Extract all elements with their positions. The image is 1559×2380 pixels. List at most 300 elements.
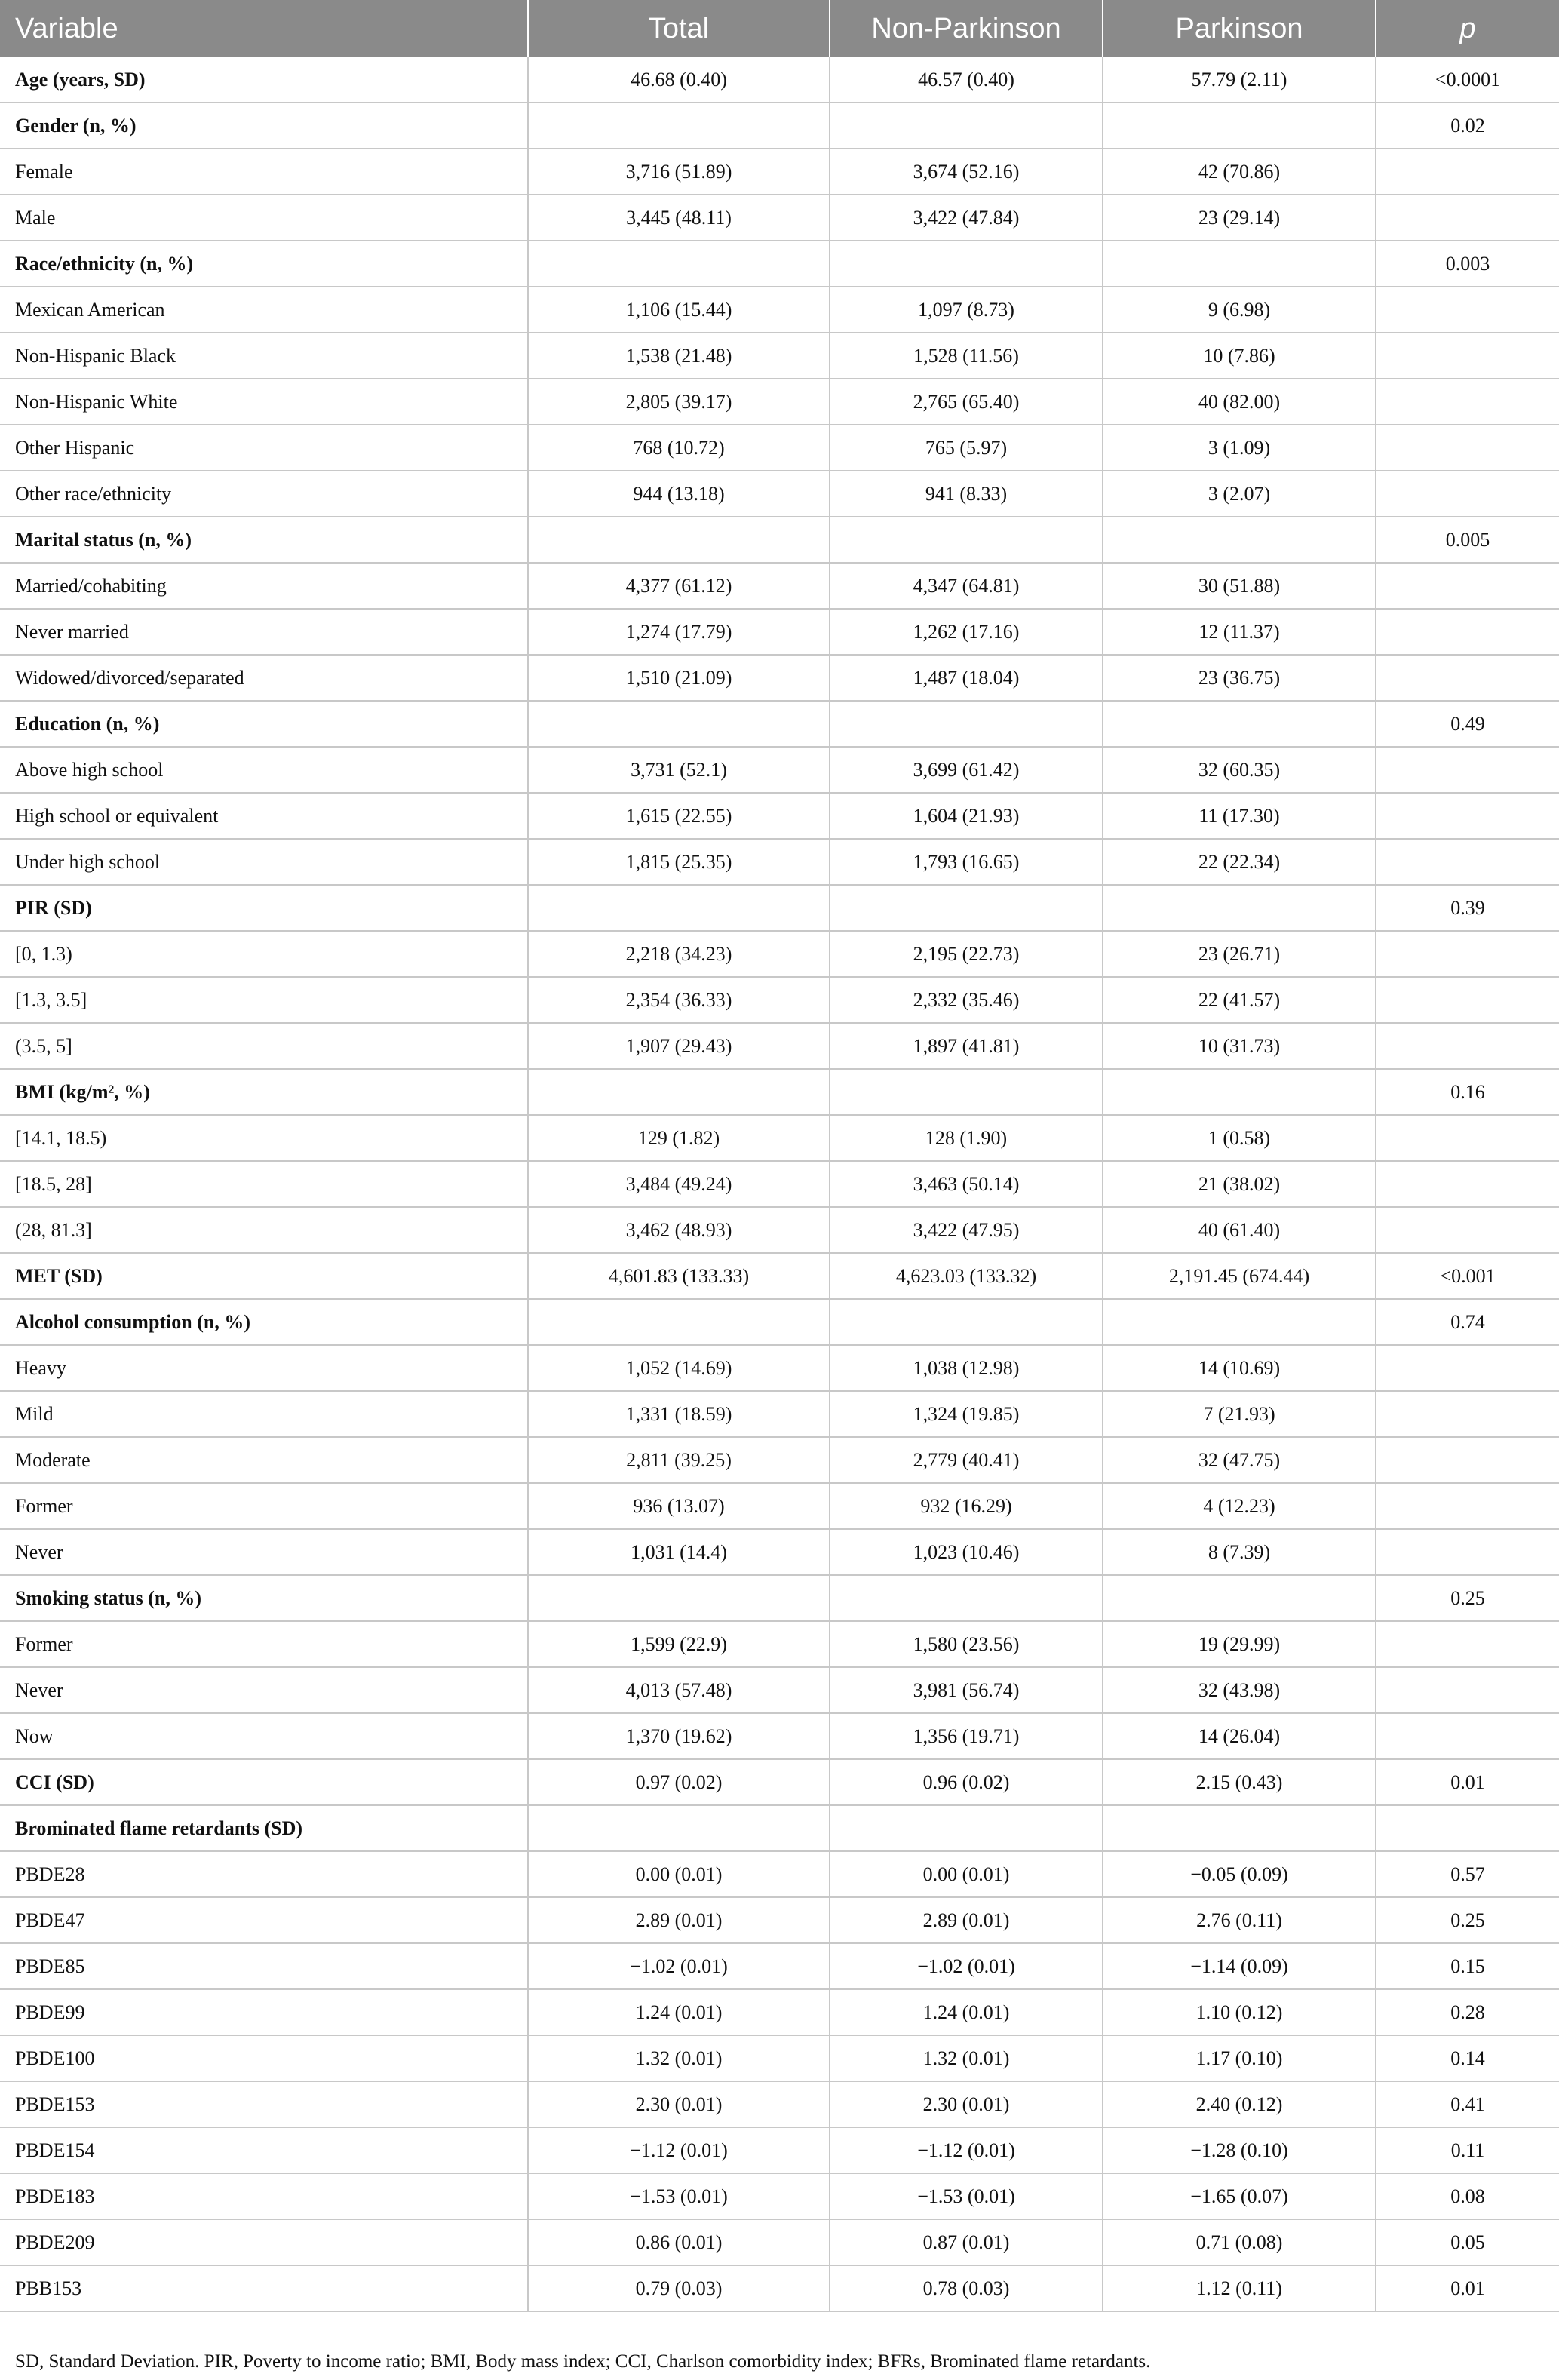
cell-non-parkinson: 3,699 (61.42) <box>830 747 1103 793</box>
table-row <box>0 2219 1559 2265</box>
cell-variable: Age (years, SD) <box>0 57 528 103</box>
cell-total: 0.86 (0.01) <box>528 2219 830 2265</box>
cell-p-value <box>1376 563 1559 609</box>
cell-variable: Race/ethnicity (n, %) <box>0 241 528 287</box>
cell-variable: [0, 1.3) <box>0 931 528 977</box>
cell-parkinson: 2.40 (0.12) <box>1103 2081 1376 2127</box>
cell-p-value: 0.08 <box>1376 2173 1559 2219</box>
cell-parkinson: 1 (0.58) <box>1103 1115 1376 1161</box>
cell-variable: Education (n, %) <box>0 701 528 747</box>
cell-p-value <box>1376 1345 1559 1391</box>
table-row <box>0 379 1559 425</box>
cell-parkinson: 3 (1.09) <box>1103 425 1376 471</box>
section-row <box>0 241 1559 287</box>
header-parkinson: Parkinson <box>1103 0 1376 57</box>
cell-total: 1,510 (21.09) <box>528 655 830 701</box>
table-row <box>0 747 1559 793</box>
cell-total: 4,013 (57.48) <box>528 1667 830 1713</box>
cell-parkinson: 10 (7.86) <box>1103 333 1376 379</box>
cell-parkinson: 8 (7.39) <box>1103 1529 1376 1575</box>
cell-non-parkinson: 3,463 (50.14) <box>830 1161 1103 1207</box>
table-row <box>0 1391 1559 1437</box>
cell-total: 1,907 (29.43) <box>528 1023 830 1069</box>
cell-variable: PBDE85 <box>0 1943 528 1989</box>
cell-total: 0.79 (0.03) <box>528 2265 830 2311</box>
cell-p-value: 0.02 <box>1376 103 1559 149</box>
cell-variable: PBDE154 <box>0 2127 528 2173</box>
cell-p-value <box>1376 1023 1559 1069</box>
cell-p-value: 0.49 <box>1376 701 1559 747</box>
cell-p-value <box>1376 609 1559 655</box>
cell-non-parkinson: 1,487 (18.04) <box>830 655 1103 701</box>
header-non-parkinson: Non-Parkinson <box>830 0 1103 57</box>
cell-p-value: 0.57 <box>1376 1851 1559 1897</box>
cell-total: −1.12 (0.01) <box>528 2127 830 2173</box>
cell-parkinson <box>1103 1069 1376 1115</box>
cell-non-parkinson: 0.00 (0.01) <box>830 1851 1103 1897</box>
cell-parkinson: 40 (82.00) <box>1103 379 1376 425</box>
cell-variable: Non-Hispanic White <box>0 379 528 425</box>
cell-parkinson: 23 (29.14) <box>1103 195 1376 241</box>
cell-p-value <box>1376 1207 1559 1253</box>
cell-p-value <box>1376 1437 1559 1483</box>
table-row <box>0 1667 1559 1713</box>
cell-non-parkinson: 932 (16.29) <box>830 1483 1103 1529</box>
cell-non-parkinson: 1,023 (10.46) <box>830 1529 1103 1575</box>
cell-parkinson <box>1103 1299 1376 1345</box>
cell-p-value: 0.05 <box>1376 2219 1559 2265</box>
cell-variable: Married/cohabiting <box>0 563 528 609</box>
cell-variable: Male <box>0 195 528 241</box>
cell-parkinson: −0.05 (0.09) <box>1103 1851 1376 1897</box>
cell-total: 1,106 (15.44) <box>528 287 830 333</box>
cell-variable: BMI (kg/m², %) <box>0 1069 528 1115</box>
cell-p-value: <0.0001 <box>1376 57 1559 103</box>
cell-parkinson: 0.71 (0.08) <box>1103 2219 1376 2265</box>
cell-parkinson: 1.10 (0.12) <box>1103 1989 1376 2035</box>
cell-total: 936 (13.07) <box>528 1483 830 1529</box>
table-row <box>0 839 1559 885</box>
cell-parkinson: 21 (38.02) <box>1103 1161 1376 1207</box>
cell-total: 768 (10.72) <box>528 425 830 471</box>
cell-total: 1,274 (17.79) <box>528 609 830 655</box>
cell-variable: CCI (SD) <box>0 1759 528 1805</box>
cell-parkinson: −1.14 (0.09) <box>1103 1943 1376 1989</box>
table-row <box>0 1943 1559 1989</box>
cell-non-parkinson: 1,897 (41.81) <box>830 1023 1103 1069</box>
cell-total: 3,445 (48.11) <box>528 195 830 241</box>
cell-p-value <box>1376 1115 1559 1161</box>
section-row <box>0 1575 1559 1621</box>
cell-non-parkinson <box>830 701 1103 747</box>
cell-total: −1.53 (0.01) <box>528 2173 830 2219</box>
cell-parkinson: 1.12 (0.11) <box>1103 2265 1376 2311</box>
cell-variable: PBDE28 <box>0 1851 528 1897</box>
cell-parkinson: 14 (10.69) <box>1103 1345 1376 1391</box>
cell-non-parkinson <box>830 103 1103 149</box>
cell-parkinson: 1.17 (0.10) <box>1103 2035 1376 2081</box>
cell-non-parkinson: −1.12 (0.01) <box>830 2127 1103 2173</box>
cell-parkinson: 22 (22.34) <box>1103 839 1376 885</box>
table-row <box>0 1161 1559 1207</box>
header-row <box>0 0 1559 57</box>
cell-non-parkinson: 0.78 (0.03) <box>830 2265 1103 2311</box>
table-row <box>0 425 1559 471</box>
cell-total: 2.89 (0.01) <box>528 1897 830 1943</box>
cell-parkinson: −1.65 (0.07) <box>1103 2173 1376 2219</box>
cell-non-parkinson: 941 (8.33) <box>830 471 1103 517</box>
cell-total: −1.02 (0.01) <box>528 1943 830 1989</box>
cell-variable: Gender (n, %) <box>0 103 528 149</box>
cell-parkinson: 11 (17.30) <box>1103 793 1376 839</box>
cell-p-value <box>1376 1391 1559 1437</box>
cell-variable: Female <box>0 149 528 195</box>
cell-variable: High school or equivalent <box>0 793 528 839</box>
cell-p-value: 0.25 <box>1376 1897 1559 1943</box>
cell-variable: Smoking status (n, %) <box>0 1575 528 1621</box>
cell-non-parkinson <box>830 517 1103 563</box>
cell-non-parkinson: 765 (5.97) <box>830 425 1103 471</box>
cell-variable: [14.1, 18.5) <box>0 1115 528 1161</box>
cell-total: 1,615 (22.55) <box>528 793 830 839</box>
cell-non-parkinson: 1.32 (0.01) <box>830 2035 1103 2081</box>
cell-total: 3,716 (51.89) <box>528 149 830 195</box>
cell-p-value: 0.005 <box>1376 517 1559 563</box>
cell-non-parkinson <box>830 1069 1103 1115</box>
cell-total <box>528 103 830 149</box>
cell-total <box>528 885 830 931</box>
cell-total: 4,601.83 (133.33) <box>528 1253 830 1299</box>
section-row <box>0 1069 1559 1115</box>
cell-total <box>528 1299 830 1345</box>
header-variable: Variable <box>0 0 528 57</box>
cell-parkinson: 14 (26.04) <box>1103 1713 1376 1759</box>
cell-parkinson: 23 (36.75) <box>1103 655 1376 701</box>
cell-p-value: 0.25 <box>1376 1575 1559 1621</box>
section-row <box>0 103 1559 149</box>
cell-variable: Mexican American <box>0 287 528 333</box>
table-row <box>0 2127 1559 2173</box>
cell-p-value <box>1376 931 1559 977</box>
cell-parkinson: 19 (29.99) <box>1103 1621 1376 1667</box>
cell-non-parkinson: 1,604 (21.93) <box>830 793 1103 839</box>
cell-total: 2,354 (36.33) <box>528 977 830 1023</box>
cell-variable: Former <box>0 1483 528 1529</box>
cell-variable: Now <box>0 1713 528 1759</box>
cell-total <box>528 241 830 287</box>
cell-parkinson <box>1103 701 1376 747</box>
cell-total: 4,377 (61.12) <box>528 563 830 609</box>
cell-non-parkinson: 1,038 (12.98) <box>830 1345 1103 1391</box>
cell-p-value <box>1376 1713 1559 1759</box>
cell-total: 3,462 (48.93) <box>528 1207 830 1253</box>
cell-parkinson <box>1103 1805 1376 1851</box>
cell-non-parkinson: 0.87 (0.01) <box>830 2219 1103 2265</box>
cell-non-parkinson <box>830 241 1103 287</box>
cell-variable: PBDE47 <box>0 1897 528 1943</box>
cell-variable: Marital status (n, %) <box>0 517 528 563</box>
cell-variable: Alcohol consumption (n, %) <box>0 1299 528 1345</box>
cell-non-parkinson: 4,347 (64.81) <box>830 563 1103 609</box>
table-row <box>0 2035 1559 2081</box>
cell-total <box>528 1575 830 1621</box>
section-row <box>0 517 1559 563</box>
cell-variable: PBDE153 <box>0 2081 528 2127</box>
cell-p-value: 0.16 <box>1376 1069 1559 1115</box>
cell-non-parkinson: 1,324 (19.85) <box>830 1391 1103 1437</box>
cell-non-parkinson: 3,981 (56.74) <box>830 1667 1103 1713</box>
table-row <box>0 1529 1559 1575</box>
cell-non-parkinson: 3,422 (47.84) <box>830 195 1103 241</box>
cell-p-value <box>1376 839 1559 885</box>
table-row <box>0 1851 1559 1897</box>
cell-total: 3,731 (52.1) <box>528 747 830 793</box>
cell-non-parkinson: 2.30 (0.01) <box>830 2081 1103 2127</box>
table-row <box>0 333 1559 379</box>
cell-parkinson: 2,191.45 (674.44) <box>1103 1253 1376 1299</box>
cell-variable: Other Hispanic <box>0 425 528 471</box>
cell-p-value: 0.003 <box>1376 241 1559 287</box>
table-row <box>0 931 1559 977</box>
cell-non-parkinson: 2,195 (22.73) <box>830 931 1103 977</box>
cell-p-value <box>1376 333 1559 379</box>
cell-non-parkinson: 2,332 (35.46) <box>830 977 1103 1023</box>
table-row <box>0 1023 1559 1069</box>
cell-variable: [1.3, 3.5] <box>0 977 528 1023</box>
cell-variable: (28, 81.3] <box>0 1207 528 1253</box>
cell-parkinson: −1.28 (0.10) <box>1103 2127 1376 2173</box>
section-row <box>0 885 1559 931</box>
cell-parkinson: 4 (12.23) <box>1103 1483 1376 1529</box>
cell-total: 0.00 (0.01) <box>528 1851 830 1897</box>
table-row <box>0 1713 1559 1759</box>
cell-p-value <box>1376 1621 1559 1667</box>
cell-p-value <box>1376 655 1559 701</box>
section-row <box>0 1299 1559 1345</box>
cell-parkinson: 32 (47.75) <box>1103 1437 1376 1483</box>
cell-parkinson: 2.76 (0.11) <box>1103 1897 1376 1943</box>
cell-parkinson <box>1103 103 1376 149</box>
cell-variable: Never married <box>0 609 528 655</box>
cell-non-parkinson: 1,793 (16.65) <box>830 839 1103 885</box>
cell-non-parkinson: 3,674 (52.16) <box>830 149 1103 195</box>
table-row <box>0 1437 1559 1483</box>
cell-p-value <box>1376 1161 1559 1207</box>
cell-total: 3,484 (49.24) <box>528 1161 830 1207</box>
cell-parkinson: 3 (2.07) <box>1103 471 1376 517</box>
cell-p-value <box>1376 977 1559 1023</box>
cell-total: 1,815 (25.35) <box>528 839 830 885</box>
cell-total: 1,331 (18.59) <box>528 1391 830 1437</box>
cell-variable: Moderate <box>0 1437 528 1483</box>
cell-variable: Heavy <box>0 1345 528 1391</box>
cell-non-parkinson <box>830 1805 1103 1851</box>
cell-p-value: 0.28 <box>1376 1989 1559 2035</box>
cell-total: 2,805 (39.17) <box>528 379 830 425</box>
cell-variable: Other race/ethnicity <box>0 471 528 517</box>
table-row <box>0 977 1559 1023</box>
section-row <box>0 1253 1559 1299</box>
cell-p-value: 0.14 <box>1376 2035 1559 2081</box>
cell-variable: Non-Hispanic Black <box>0 333 528 379</box>
cell-p-value <box>1376 747 1559 793</box>
cell-variable: PBDE183 <box>0 2173 528 2219</box>
table-row <box>0 471 1559 517</box>
table-row <box>0 149 1559 195</box>
cell-non-parkinson: 1,580 (23.56) <box>830 1621 1103 1667</box>
cell-variable: MET (SD) <box>0 1253 528 1299</box>
cell-parkinson: 32 (43.98) <box>1103 1667 1376 1713</box>
table-row <box>0 655 1559 701</box>
cell-total: 0.97 (0.02) <box>528 1759 830 1805</box>
cell-parkinson: 9 (6.98) <box>1103 287 1376 333</box>
table-row <box>0 1115 1559 1161</box>
cell-non-parkinson: 1.24 (0.01) <box>830 1989 1103 2035</box>
table-row <box>0 195 1559 241</box>
cell-total: 129 (1.82) <box>528 1115 830 1161</box>
cell-non-parkinson: 4,623.03 (133.32) <box>830 1253 1103 1299</box>
cell-parkinson: 23 (26.71) <box>1103 931 1376 977</box>
cell-p-value <box>1376 1667 1559 1713</box>
cell-total: 1,052 (14.69) <box>528 1345 830 1391</box>
cell-non-parkinson: 2,779 (40.41) <box>830 1437 1103 1483</box>
cell-total <box>528 701 830 747</box>
cell-parkinson <box>1103 885 1376 931</box>
cell-total <box>528 517 830 563</box>
cell-non-parkinson: 1,356 (19.71) <box>830 1713 1103 1759</box>
cell-parkinson: 30 (51.88) <box>1103 563 1376 609</box>
cell-non-parkinson: 2.89 (0.01) <box>830 1897 1103 1943</box>
table-row <box>0 1345 1559 1391</box>
cell-parkinson: 10 (31.73) <box>1103 1023 1376 1069</box>
cell-total <box>528 1069 830 1115</box>
cell-total: 2,811 (39.25) <box>528 1437 830 1483</box>
cell-p-value <box>1376 379 1559 425</box>
cell-non-parkinson: 1,528 (11.56) <box>830 333 1103 379</box>
cell-parkinson <box>1103 241 1376 287</box>
cell-parkinson: 42 (70.86) <box>1103 149 1376 195</box>
cell-p-value <box>1376 195 1559 241</box>
cell-variable: Brominated flame retardants (SD) <box>0 1805 528 1851</box>
cell-total: 1.24 (0.01) <box>528 1989 830 2035</box>
table-row <box>0 2081 1559 2127</box>
table-row <box>0 793 1559 839</box>
cell-parkinson: 32 (60.35) <box>1103 747 1376 793</box>
table-row <box>0 1989 1559 2035</box>
cell-p-value <box>1376 425 1559 471</box>
cell-p-value: 0.39 <box>1376 885 1559 931</box>
cell-variable: PBDE99 <box>0 1989 528 2035</box>
table-row <box>0 2265 1559 2311</box>
table-row <box>0 2173 1559 2219</box>
cell-p-value: 0.74 <box>1376 1299 1559 1345</box>
cell-p-value: 0.11 <box>1376 2127 1559 2173</box>
cell-parkinson: 22 (41.57) <box>1103 977 1376 1023</box>
cell-variable: PBDE100 <box>0 2035 528 2081</box>
cell-p-value: 0.15 <box>1376 1943 1559 1989</box>
cell-total: 2.30 (0.01) <box>528 2081 830 2127</box>
cell-variable: (3.5, 5] <box>0 1023 528 1069</box>
cell-total: 2,218 (34.23) <box>528 931 830 977</box>
cell-non-parkinson: 1,262 (17.16) <box>830 609 1103 655</box>
cell-parkinson: 7 (21.93) <box>1103 1391 1376 1437</box>
section-row <box>0 1805 1559 1851</box>
cell-p-value <box>1376 793 1559 839</box>
cell-p-value <box>1376 1529 1559 1575</box>
cell-non-parkinson: 46.57 (0.40) <box>830 57 1103 103</box>
cell-p-value <box>1376 149 1559 195</box>
cell-parkinson: 2.15 (0.43) <box>1103 1759 1376 1805</box>
section-row <box>0 57 1559 103</box>
cell-non-parkinson: 0.96 (0.02) <box>830 1759 1103 1805</box>
cell-p-value <box>1376 287 1559 333</box>
cell-variable: Above high school <box>0 747 528 793</box>
cell-p-value: 0.01 <box>1376 2265 1559 2311</box>
table-row <box>0 1483 1559 1529</box>
cell-non-parkinson <box>830 885 1103 931</box>
section-row <box>0 1759 1559 1805</box>
cell-variable: PBDE209 <box>0 2219 528 2265</box>
table-footnote: SD, Standard Deviation. PIR, Poverty to income ratio; BMI, Body mass index; CCI, Charlson comorbidity index; BFRs, Brominated flame retardants. <box>15 2351 1151 2372</box>
cell-parkinson <box>1103 517 1376 563</box>
cell-variable: PIR (SD) <box>0 885 528 931</box>
cell-total: 1,370 (19.62) <box>528 1713 830 1759</box>
cell-parkinson <box>1103 1575 1376 1621</box>
cell-total: 1,538 (21.48) <box>528 333 830 379</box>
cell-non-parkinson: 3,422 (47.95) <box>830 1207 1103 1253</box>
cell-non-parkinson: −1.53 (0.01) <box>830 2173 1103 2219</box>
table-row <box>0 1897 1559 1943</box>
cell-variable: Former <box>0 1621 528 1667</box>
cell-non-parkinson: −1.02 (0.01) <box>830 1943 1103 1989</box>
cell-p-value: 0.41 <box>1376 2081 1559 2127</box>
header-p-value: p <box>1376 0 1559 57</box>
cell-p-value: <0.001 <box>1376 1253 1559 1299</box>
cell-non-parkinson: 1,097 (8.73) <box>830 287 1103 333</box>
cell-p-value: 0.01 <box>1376 1759 1559 1805</box>
cell-total: 1,599 (22.9) <box>528 1621 830 1667</box>
cell-total <box>528 1805 830 1851</box>
table-header <box>0 0 1559 57</box>
header-total: Total <box>528 0 830 57</box>
cell-non-parkinson: 128 (1.90) <box>830 1115 1103 1161</box>
cell-non-parkinson <box>830 1575 1103 1621</box>
cell-variable: PBB153 <box>0 2265 528 2311</box>
cell-total: 46.68 (0.40) <box>528 57 830 103</box>
table-row <box>0 287 1559 333</box>
cell-p-value <box>1376 1805 1559 1851</box>
cell-variable: Never <box>0 1667 528 1713</box>
cell-p-value <box>1376 471 1559 517</box>
table-body <box>0 57 1559 2311</box>
cell-variable: Under high school <box>0 839 528 885</box>
cell-total: 944 (13.18) <box>528 471 830 517</box>
cell-variable: [18.5, 28] <box>0 1161 528 1207</box>
cell-variable: Never <box>0 1529 528 1575</box>
cell-parkinson: 57.79 (2.11) <box>1103 57 1376 103</box>
cell-variable: Mild <box>0 1391 528 1437</box>
table-row <box>0 609 1559 655</box>
cell-non-parkinson <box>830 1299 1103 1345</box>
table-row <box>0 563 1559 609</box>
cell-p-value <box>1376 1483 1559 1529</box>
cell-parkinson: 12 (11.37) <box>1103 609 1376 655</box>
cell-total: 1,031 (14.4) <box>528 1529 830 1575</box>
section-row <box>0 701 1559 747</box>
cell-non-parkinson: 2,765 (65.40) <box>830 379 1103 425</box>
cell-total: 1.32 (0.01) <box>528 2035 830 2081</box>
table-row <box>0 1621 1559 1667</box>
